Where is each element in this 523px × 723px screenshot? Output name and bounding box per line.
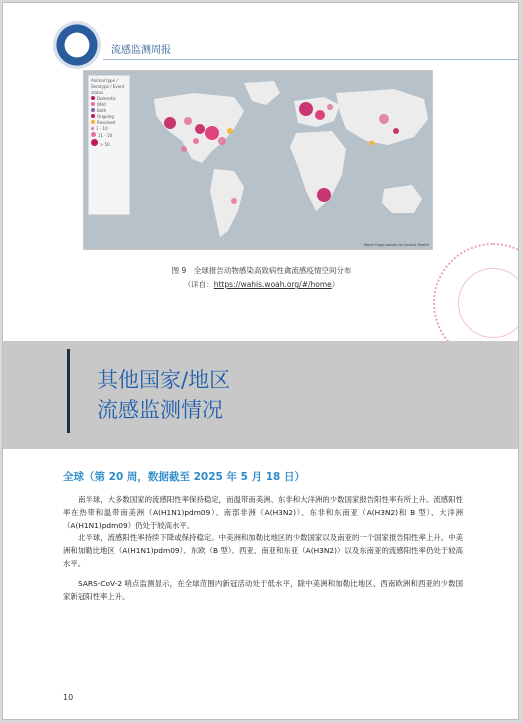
legend-scale-item bbox=[91, 139, 127, 148]
paragraph-sars-cov-2: SARS-CoV-2 哨点监测显示，在全球范围内新冠活动处于低水平，除中美洲和加勒比地区、西南欧洲和西亚的少数国家新冠阳性率上升。 bbox=[63, 579, 463, 601]
logo-text: CNIC bbox=[67, 40, 87, 49]
legend-label: Ongoing bbox=[97, 114, 114, 119]
legend-label: Both bbox=[97, 108, 107, 113]
legend-dot-icon bbox=[91, 102, 95, 106]
legend-scale-label: 1 - 10 bbox=[96, 126, 108, 131]
paragraph-southern-hemisphere: 南半球，大多数国家的流感阳性率保持稳定，而温带南美洲、东非和大洋洲的少数国家报告阳性率有所上升。流感阳性率在热带和温带南美洲（A(H1N1)pdm09）、南部非洲（A(H3N2)）、东非和东南亚（A(H3N2)和 B 型）、大洋洲（A(H1N1)pdm09）仍处于较高水平。 bbox=[63, 495, 463, 530]
page-header bbox=[3, 3, 519, 71]
page-number: 10 bbox=[63, 693, 74, 702]
cnic-logo bbox=[53, 21, 101, 69]
figure-caption: 图 9 全球报告动物感染高致病性禽流感疫情空间分布 bbox=[171, 266, 352, 275]
header-title: 流感监测周报 bbox=[111, 45, 171, 56]
document-page bbox=[2, 2, 519, 720]
legend-label: Resolved bbox=[97, 120, 116, 125]
legend-scale-label: > 50 bbox=[100, 142, 110, 147]
global-subheading: 全球（第 20 周，数据截至 2025 年 5 月 18 日） bbox=[63, 471, 305, 483]
map-legend bbox=[88, 75, 130, 215]
section-title-line-1: 其他国家/地区 bbox=[97, 368, 231, 392]
legend-label: Wild bbox=[97, 102, 106, 107]
legend-scale-item bbox=[91, 132, 127, 139]
legend-dot-icon bbox=[91, 108, 95, 112]
legend-label: Domestic bbox=[97, 96, 116, 101]
legend-scale-dot-icon bbox=[91, 127, 94, 130]
legend-scale-dot-icon bbox=[91, 139, 98, 146]
header-divider bbox=[103, 59, 519, 60]
legend-dot-icon bbox=[91, 120, 95, 124]
legend-dot-icon bbox=[91, 114, 95, 118]
legend-dot-icon bbox=[91, 96, 95, 100]
world-map-icon bbox=[84, 71, 433, 250]
section-banner-accent-bar bbox=[67, 349, 70, 433]
world-map-figure bbox=[83, 70, 433, 250]
section-banner bbox=[3, 341, 519, 449]
legend-scale-label: 11 - 50 bbox=[98, 133, 113, 138]
figure-source-link[interactable]: https://wahis.woah.org/#/home bbox=[213, 280, 332, 289]
map-credit: World Organisation for Animal Health bbox=[363, 243, 429, 247]
figure-source-suffix: ） bbox=[331, 280, 340, 289]
figure-source-prefix: （详自： bbox=[183, 280, 214, 289]
paragraph-northern-hemisphere: 北半球，流感阳性率持续下降或保持稳定。中美洲和加勒比地区的少数国家以及南亚的一个国家报告阳性率上升。中美洲和加勒比地区（A(H1N1)pdm09）、东欧（B 型）、西亚、南亚和东亚（A(H3N2)）以及东南亚的流感阳性率仍处于较高水平。 bbox=[63, 533, 463, 568]
map-legend-title: Animal type / Serotype / Event status bbox=[91, 78, 125, 95]
legend-scale-dot-icon bbox=[91, 132, 96, 137]
section-title-line-2: 流感监测情况 bbox=[97, 398, 223, 422]
figure-source bbox=[3, 279, 519, 290]
